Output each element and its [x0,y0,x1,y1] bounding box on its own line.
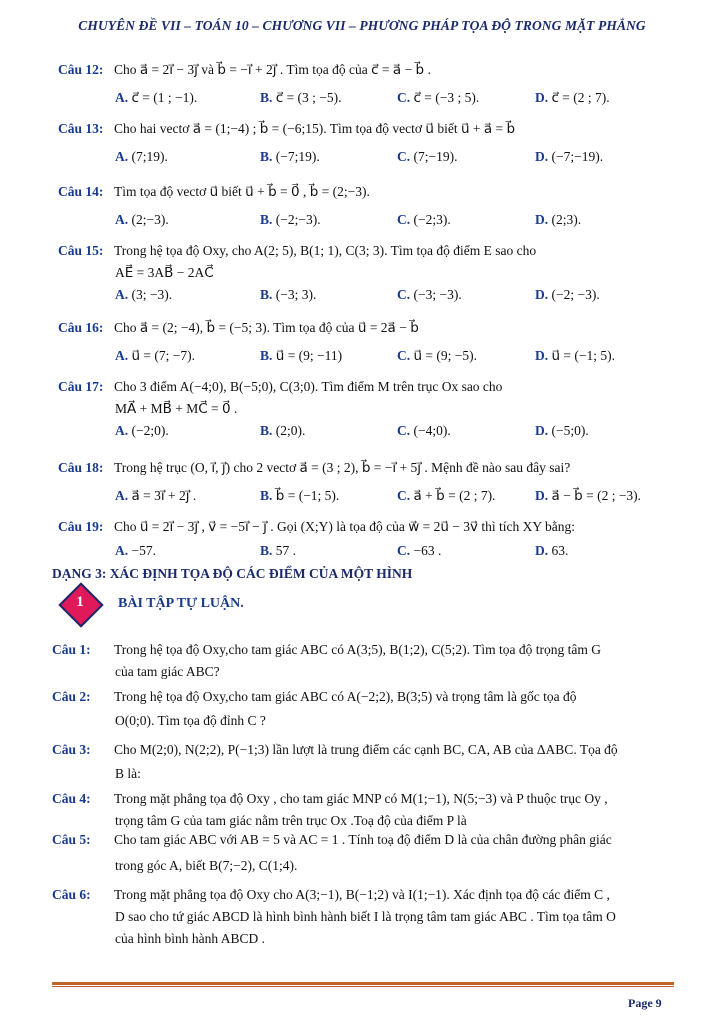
answer-option-b[interactable] [260,348,342,364]
option-value: (2;0). [275,423,306,438]
option-key: C. [397,488,411,503]
option-key: B. [260,488,273,503]
answer-option-d[interactable] [535,423,589,439]
option-key: C. [397,90,411,105]
option-key: C. [397,423,411,438]
option-key: A. [115,423,129,438]
option-value: a⃗ = 3i⃗ + 2j⃗ . [131,488,197,503]
option-value: (−7;19). [275,149,320,164]
footer-rule [52,982,674,985]
answer-option-c[interactable] [397,212,451,228]
essay-question-3 [52,742,618,758]
essay-label: Câu 4: [52,791,91,806]
answer-option-c[interactable] [397,287,462,303]
option-value: (−7;−19). [551,149,604,164]
option-value: (−2;0). [131,423,169,438]
option-value: a⃗ − b⃗ = (2 ; −3). [551,488,642,503]
essay-question-6 [52,887,610,903]
question-14 [58,184,370,200]
question-text: Cho hai vectơ a⃗ = (1;−4) ; b⃗ = (−6;15). Tìm tọa độ vectơ u⃗ biết u⃗ + a⃗ = b⃗ [114,121,516,136]
option-key: A. [115,488,129,503]
question-label: Câu 12: [58,62,104,77]
option-key: D. [535,543,549,558]
option-value: c⃗ = (3 ; −5). [275,90,342,105]
option-value: (−3; 3). [275,287,317,302]
option-value: −57. [131,543,156,558]
essay-text: Trong hệ tọa độ Oxy,cho tam giác ABC có A(3;5), B(1;2), C(5;2). Tìm tọa độ trọng tâm G [114,642,601,657]
answer-option-d[interactable] [535,348,615,364]
answer-option-b[interactable] [260,423,305,439]
answer-option-b[interactable] [260,488,339,504]
option-key: C. [397,348,411,363]
option-value: (−5;0). [551,423,589,438]
question-18 [58,460,570,476]
option-value: u⃗ = (9; −5). [413,348,478,363]
answer-option-a[interactable] [115,90,197,106]
option-key: A. [115,212,129,227]
option-key: A. [115,90,129,105]
question-15 [58,243,536,259]
question-continuation: AE⃗ = 3AB⃗ − 2AC⃗ [115,265,214,280]
section-badge [62,586,98,622]
essay-text-continuation: O(0;0). Tìm tọa độ đỉnh C ? [115,713,266,728]
option-key: D. [535,287,549,302]
essay-question-5 [52,832,612,848]
option-value: (−4;0). [413,423,451,438]
page-header: CHUYÊN ĐỀ VII – TOÁN 10 – CHƯƠNG VII – PHƯƠNG PHÁP TỌA ĐỘ TRONG MẶT PHẲNG [78,18,646,33]
option-value: u⃗ = (−1; 5). [551,348,616,363]
answer-option-b[interactable] [260,212,321,228]
answer-option-a[interactable] [115,287,172,303]
question-text: Tìm tọa độ vectơ u⃗ biết u⃗ + b⃗ = 0⃗ , b⃗ = (2;−3). [114,184,370,199]
essay-question-4 [52,791,608,807]
option-value: u⃗ = (9; −11) [275,348,343,363]
essay-question-2 [52,689,577,705]
option-key: B. [260,287,273,302]
option-value: (7;−19). [413,149,458,164]
question-text: Trong hệ tọa độ Oxy, cho A(2; 5), B(1; 1), C(3; 3). Tìm tọa độ điểm E sao cho [114,243,537,258]
question-text: Cho a⃗ = (2; −4), b⃗ = (−5; 3). Tìm tọa độ của u⃗ = 2a⃗ − b⃗ [114,320,419,335]
essay-text-continuation: của hình bình hành ABCD . [115,931,265,946]
option-value: a⃗ + b⃗ = (2 ; 7). [413,488,496,503]
option-value: b⃗ = (−1; 5). [275,488,340,503]
essay-text-continuation: trọng tâm G của tam giác nằm trên trục Ox .Toạ độ của điểm P là [115,813,467,828]
question-label: Câu 16: [58,320,104,335]
option-value: (−2;−3). [275,212,321,227]
answer-option-a[interactable] [115,149,168,165]
option-key: D. [535,90,549,105]
answer-option-c[interactable] [397,423,451,439]
option-value: c⃗ = (2 ; 7). [551,90,610,105]
option-value: (2;−3). [131,212,169,227]
option-key: A. [115,149,129,164]
question-label: Câu 14: [58,184,104,199]
answer-option-b[interactable] [260,90,342,106]
option-key: D. [535,348,549,363]
answer-option-d[interactable] [535,287,600,303]
essay-label: Câu 1: [52,642,91,657]
answer-option-c[interactable] [397,488,495,504]
question-12 [58,62,431,78]
option-key: B. [260,212,273,227]
answer-option-a[interactable] [115,488,196,504]
option-key: D. [535,488,549,503]
option-value: (−2; −3). [551,287,600,302]
option-key: B. [260,90,273,105]
answer-option-c[interactable] [397,90,479,106]
question-text: Cho u⃗ = 2i⃗ − 3j⃗ , v⃗ = −5i⃗ − j⃗ . Gọi (X;Y) là tọa độ của w⃗ = 2u⃗ − 3v⃗ thì tích XY bằng: [114,519,576,534]
option-value: c⃗ = (−3 ; 5). [413,90,480,105]
question-label: Câu 13: [58,121,104,136]
answer-option-a[interactable] [115,423,169,439]
option-value: (7;19). [131,149,168,164]
option-key: D. [535,212,549,227]
essay-label: Câu 5: [52,832,91,847]
option-key: A. [115,543,129,558]
answer-option-a[interactable] [115,212,169,228]
essay-text: Cho tam giác ABC với AB = 5 và AC = 1 . Tính toạ độ điểm D là của chân đường phân giác [114,832,612,847]
option-key: B. [260,543,273,558]
answer-option-d[interactable] [535,90,610,106]
question-label: Câu 17: [58,379,104,394]
essay-label: Câu 6: [52,887,91,902]
question-text: Cho 3 điểm A(−4;0), B(−5;0), C(3;0). Tìm điểm M trên trục Ox sao cho [114,379,503,394]
question-label: Câu 19: [58,519,104,534]
essay-text: Cho M(2;0), N(2;2), P(−1;3) lần lượt là trung điểm các cạnh BC, CA, AB của ΔABC. Tọa độ [114,742,618,757]
option-key: B. [260,149,273,164]
question-16 [58,320,419,336]
answer-option-b[interactable] [260,543,296,559]
page-number: Page 9 [628,996,662,1010]
footer-rule-thin [52,986,674,987]
essay-text-continuation: của tam giác ABC? [115,664,220,679]
answer-option-c[interactable] [397,149,457,165]
option-value: (−2;3). [413,212,451,227]
option-key: C. [397,149,411,164]
subsection-title: BÀI TẬP TỰ LUẬN. [118,596,244,611]
question-13 [58,121,515,137]
option-key: B. [260,423,273,438]
question-text: Cho a⃗ = 2i⃗ − 3j⃗ và b⃗ = −i⃗ + 2j⃗ . Tìm tọa độ của c⃗ = a⃗ − b⃗ . [114,62,431,77]
answer-option-b[interactable] [260,287,316,303]
option-value: c⃗ = (1 ; −1). [131,90,198,105]
option-value: −63 . [413,543,442,558]
essay-text-continuation: B là: [115,766,141,781]
option-value: 63. [551,543,569,558]
essay-label: Câu 2: [52,689,91,704]
option-key: C. [397,287,411,302]
essay-text: Trong mặt phẳng tọa độ Oxy , cho tam giác MNP có M(1;−1), N(5;−3) và P thuộc trục Oy , [114,791,608,806]
answer-option-d[interactable] [535,149,603,165]
answer-option-d[interactable] [535,543,568,559]
question-19 [58,519,575,535]
option-key: B. [260,348,273,363]
question-label: Câu 18: [58,460,104,475]
option-value: (2;3). [551,212,582,227]
essay-question-1 [52,642,601,658]
answer-option-a[interactable] [115,543,156,559]
essay-text-continuation: trong góc A, biết B(7;−2), C(1;4). [115,858,298,873]
answer-option-d[interactable] [535,488,641,504]
section-title: DẠNG 3: XÁC ĐỊNH TỌA ĐỘ CÁC ĐIỂM CỦA MỘT HÌNH [52,566,413,581]
question-text: Trong hệ trục (O, i⃗, j⃗) cho 2 vectơ a⃗ = (3 ; 2), b⃗ = −i⃗ + 5j⃗ . Mệnh đề nào sau đây sai? [114,460,571,475]
question-17 [58,379,502,395]
answer-option-c[interactable] [397,543,441,559]
answer-option-c[interactable] [397,348,477,364]
answer-option-a[interactable] [115,348,195,364]
answer-option-b[interactable] [260,149,320,165]
option-key: C. [397,212,411,227]
badge-number: 1 [76,594,84,610]
question-label: Câu 15: [58,243,104,258]
essay-text: Trong hệ tọa độ Oxy,cho tam giác ABC có A(−2;2), B(3;5) và trọng tâm là gốc tọa độ [114,689,577,704]
option-key: A. [115,287,129,302]
option-value: (3; −3). [131,287,173,302]
option-value: u⃗ = (7; −7). [131,348,196,363]
question-continuation: MA⃗ + MB⃗ + MC⃗ = 0⃗ . [115,401,238,416]
option-key: D. [535,423,549,438]
option-key: A. [115,348,129,363]
answer-option-d[interactable] [535,212,581,228]
option-value: 57 . [275,543,297,558]
essay-text: Trong mặt phẳng tọa độ Oxy cho A(3;−1), B(−1;2) và I(1;−1). Xác định tọa độ các điểm C , [114,887,610,902]
option-key: C. [397,543,411,558]
option-value: (−3; −3). [413,287,462,302]
essay-text-continuation: D sao cho tứ giác ABCD là hình bình hành biết I là trọng tâm tam giác ABC . Tìm tọa tâm O [115,909,616,924]
essay-label: Câu 3: [52,742,91,757]
option-key: D. [535,149,549,164]
